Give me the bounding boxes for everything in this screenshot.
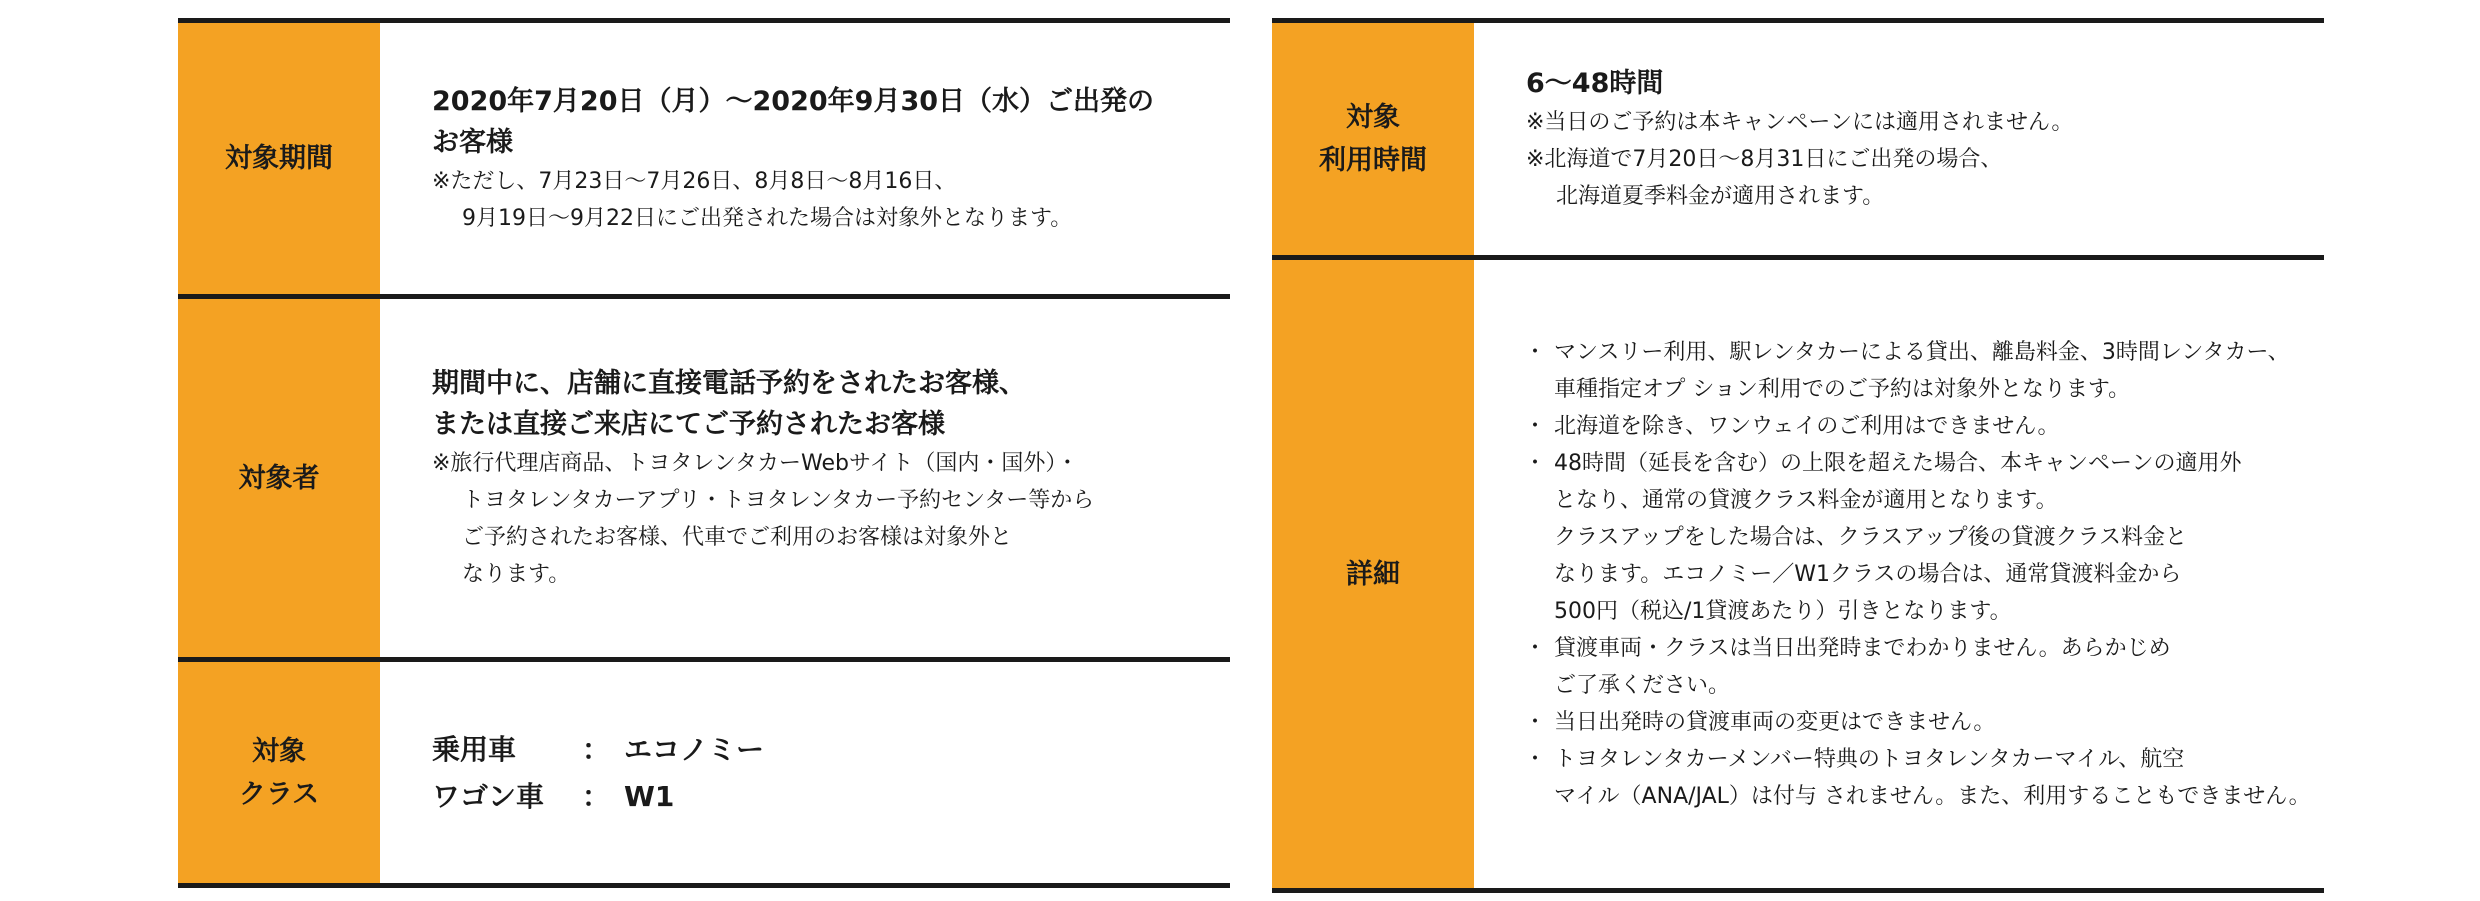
period-note-1: ※ただし、7月23日～7月26日、8月8日～8月16日、 xyxy=(432,168,957,194)
time-note-1: ※当日のご予約は本キャンペーンには適用されません。 xyxy=(1526,110,2074,135)
target-note-1: ※旅行代理店商品、トヨタレンタカーWebサイト（国内・国外）・ xyxy=(432,451,1079,476)
target-heading-2: または直接ご来店にてご予約されたお客様 xyxy=(432,409,945,440)
details-item-6-line-1: ・ トヨタレンタカーメンバー特典のトヨタレンタカーマイル、航空 xyxy=(1524,746,2185,772)
details-item-5-line-1: ・ 当日出発時の貸渡車両の変更はできません。 xyxy=(1524,709,1996,735)
target-note-2: トヨタレンタカーアプリ・トヨタレンタカー予約センター等から xyxy=(462,488,1095,513)
target-heading-1: 期間中に、店舗に直接電話予約をされたお客様、 xyxy=(432,368,1026,399)
target-note-4: なります。 xyxy=(462,562,571,587)
period-value xyxy=(380,23,1230,294)
details-item-1-line-2: 車種指定オプ ション利用でのご予約は対象外となります。 xyxy=(1554,376,2131,402)
time-note-2: ※北海道で7月20日～8月31日にご出発の場合、 xyxy=(1526,147,2003,172)
target-value xyxy=(380,299,1230,657)
class-label: 対象 クラス xyxy=(178,662,380,883)
target-note-3: ご予約されたお客様、代車でご利用のお客様は対象外と xyxy=(462,525,1013,550)
details-item-3-line-4: なります。エコノミー／W1クラスの場合は、通常貸渡料金から xyxy=(1554,561,2182,587)
class-row-wagon: ワゴン車 ： W1 xyxy=(432,779,675,813)
time-note-3: 北海道夏季料金が適用されます。 xyxy=(1556,184,1885,209)
class-row-sedan: 乗用車 ： エコノミー xyxy=(432,732,765,766)
details-item-1-line-1: ・ マンスリー利用、駅レンタカーによる貸出、離島料金、3時間レンタカー、 xyxy=(1524,339,2290,365)
time-heading: 6～48時間 xyxy=(1526,68,1664,99)
details-item-4-line-1: ・ 貸渡車両・クラスは当日出発時までわかりません。あらかじめ xyxy=(1524,635,2171,661)
period-label: 対象期間 xyxy=(178,23,380,294)
details-item-3-line-5: 500円（税込/1貸渡あたり）引きとなります。 xyxy=(1554,598,2012,624)
details-item-2-line-1: ・ 北海道を除き、ワンウェイのご利用はできません。 xyxy=(1524,413,2060,439)
period-note-2: 9月19日～9月22日にご出発された場合は対象外となります。 xyxy=(462,205,1073,231)
time-row xyxy=(1272,23,2324,260)
details-row xyxy=(1272,260,2324,893)
details-item-3-line-1: ・ 48時間（延長を含む）の上限を超えた場合、本キャンペーンの適用外 xyxy=(1524,450,2242,476)
target-label: 対象者 xyxy=(178,299,380,657)
details-item-3-line-2: となり、通常の貸渡クラス料金が適用となります。 xyxy=(1554,487,2058,513)
period-row xyxy=(178,23,1230,299)
class-row xyxy=(178,662,1230,888)
details-item-3-line-3: クラスアップをした場合は、クラスアップ後の貸渡クラス料金と xyxy=(1554,524,2187,550)
target-row xyxy=(178,299,1230,662)
time-label: 対象 利用時間 xyxy=(1272,23,1474,255)
right-table xyxy=(1272,18,2324,893)
details-item-4-line-2: ご了承ください。 xyxy=(1554,672,1731,698)
time-value xyxy=(1474,23,2324,255)
details-label: 詳細 xyxy=(1272,260,1474,888)
details-item-6-line-2: マイル（ANA/JAL）は付与 されません。また、利用することもできません。 xyxy=(1554,783,2311,809)
period-heading-2: お客様 xyxy=(432,126,513,158)
period-heading-1: 2020年7月20日（月）～2020年9月30日（水）ご出発の xyxy=(432,85,1155,117)
class-value xyxy=(380,662,1230,883)
details-value xyxy=(1474,260,2324,888)
left-table xyxy=(178,18,1230,888)
